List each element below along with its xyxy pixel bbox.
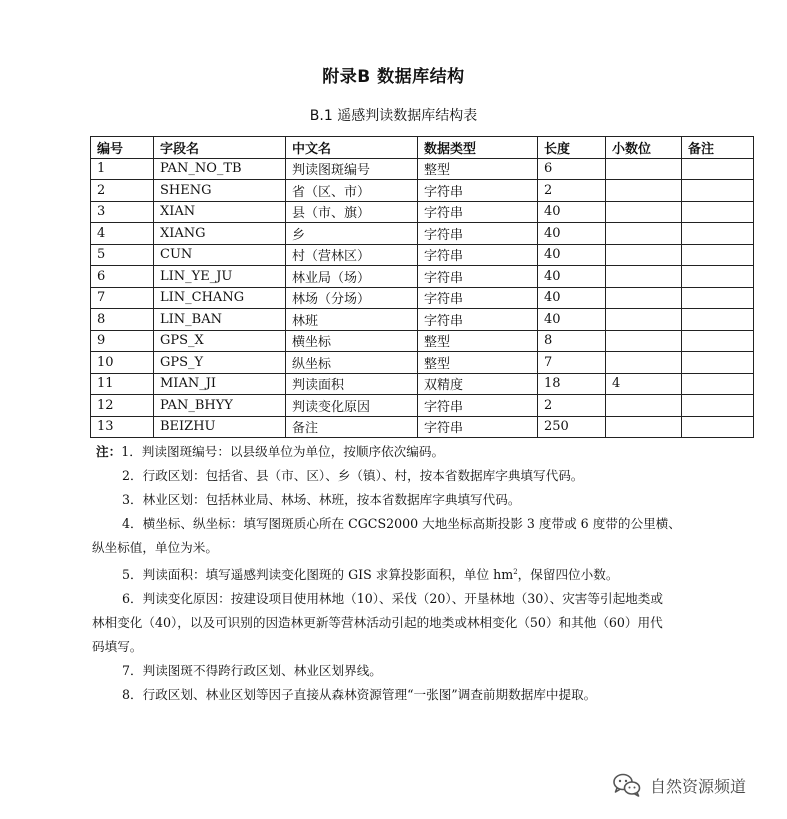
cell-id: 5 <box>91 244 154 266</box>
header-cell-id: 编号 <box>91 137 154 159</box>
cell-decimals <box>606 330 682 352</box>
table-row <box>91 395 754 417</box>
cell-chinese-name: 林场（分场） <box>286 287 418 309</box>
cell-id: 2 <box>91 180 154 202</box>
cell-remarks <box>682 180 754 202</box>
cell-remarks <box>682 158 754 180</box>
cell-field-name: XIAN <box>154 201 286 223</box>
cell-remarks <box>682 223 754 245</box>
cell-field-name: LIN_YE_JU <box>154 266 286 288</box>
cell-data-type: 字符串 <box>418 395 538 417</box>
cell-field-name: LIN_CHANG <box>154 287 286 309</box>
notes-section <box>92 440 736 707</box>
cell-data-type: 整型 <box>418 158 538 180</box>
table-row <box>91 330 754 352</box>
table-row <box>91 309 754 331</box>
cell-chinese-name: 村（营林区） <box>286 244 418 266</box>
table-body <box>91 158 754 438</box>
cell-data-type: 字符串 <box>418 201 538 223</box>
cell-decimals <box>606 395 682 417</box>
cell-data-type: 字符串 <box>418 244 538 266</box>
table-row <box>91 223 754 245</box>
cell-data-type: 双精度 <box>418 373 538 395</box>
note-item-3: 3．林业区划：包括林业局、林场、林班，按本省数据库字典填写代码。 <box>122 492 521 507</box>
cell-decimals <box>606 244 682 266</box>
cell-length: 40 <box>538 244 606 266</box>
note-item-6: 6．判读变化原因：按建设项目使用林地（10）、采伐（20）、开垦林地（30）、灾害等引起地类或 <box>122 591 663 607</box>
note-item-1 <box>96 440 736 464</box>
cell-length: 40 <box>538 201 606 223</box>
cell-decimals <box>606 201 682 223</box>
cell-decimals <box>606 309 682 331</box>
cell-length: 250 <box>538 416 606 438</box>
cell-id: 12 <box>91 395 154 417</box>
cell-length: 18 <box>538 373 606 395</box>
note-item-5 <box>96 560 736 587</box>
wechat-icon <box>612 772 642 798</box>
cell-chinese-name: 判读图斑编号 <box>286 158 418 180</box>
table-row <box>91 373 754 395</box>
cell-id: 4 <box>91 223 154 245</box>
table-row <box>91 287 754 309</box>
cell-field-name: PAN_NO_TB <box>154 158 286 180</box>
note-item-4-continued: 纵坐标值，单位为米。 <box>92 540 218 555</box>
cell-chinese-name: 备注 <box>286 416 418 438</box>
cell-data-type: 字符串 <box>418 416 538 438</box>
cell-decimals: 4 <box>606 373 682 395</box>
note-item-7: 7．判读图斑不得跨行政区划、林业区划界线。 <box>122 663 382 679</box>
cell-chinese-name: 县（市、旗） <box>286 201 418 223</box>
cell-id: 7 <box>91 287 154 309</box>
cell-data-type: 整型 <box>418 352 538 374</box>
note-item-4: 4．横坐标、纵坐标：填写图斑质心所在 CGCS2000 大地坐标高斯投影 3 度带或 6 度带的公里横、 <box>122 516 681 531</box>
cell-id: 1 <box>91 158 154 180</box>
cell-field-name: GPS_X <box>154 330 286 352</box>
cell-id: 11 <box>91 373 154 395</box>
cell-data-type: 字符串 <box>418 223 538 245</box>
cell-field-name: GPS_Y <box>154 352 286 374</box>
page-title: 附录B 数据库结构 <box>322 67 465 87</box>
cell-field-name: SHENG <box>154 180 286 202</box>
cell-id: 3 <box>91 201 154 223</box>
table-row <box>91 244 754 266</box>
cell-length: 8 <box>538 330 606 352</box>
cell-decimals <box>606 180 682 202</box>
cell-remarks <box>682 201 754 223</box>
cell-length: 40 <box>538 266 606 288</box>
cell-remarks <box>682 244 754 266</box>
superscript: 2 <box>513 568 518 576</box>
cell-data-type: 字符串 <box>418 287 538 309</box>
cell-chinese-name: 省（区、市） <box>286 180 418 202</box>
cell-length: 2 <box>538 395 606 417</box>
cell-remarks <box>682 352 754 374</box>
cell-length: 40 <box>538 223 606 245</box>
cell-remarks <box>682 373 754 395</box>
cell-field-name: PAN_BHYY <box>154 395 286 417</box>
cell-length: 7 <box>538 352 606 374</box>
cell-data-type: 字符串 <box>418 180 538 202</box>
table-row <box>91 266 754 288</box>
note-item-8: 8．行政区划、林业区划等因子直接从森林资源管理“一张图”调查前期数据库中提取。 <box>122 687 597 703</box>
header-cell-field-name: 字段名 <box>154 137 286 159</box>
cell-length: 40 <box>538 287 606 309</box>
cell-field-name: CUN <box>154 244 286 266</box>
cell-chinese-name: 乡 <box>286 223 418 245</box>
note-text: 5．判读面积：填写遥感判读变化图斑的 GIS 求算投影面积，单位 hm <box>122 567 514 583</box>
cell-id: 6 <box>91 266 154 288</box>
note-text: 1．判读图斑编号：以县级单位为单位，按顺序依次编码。 <box>121 444 445 459</box>
table-row <box>91 352 754 374</box>
cell-decimals <box>606 352 682 374</box>
header-cell-data-type: 数据类型 <box>418 137 538 159</box>
notes-label: 注： <box>96 444 122 459</box>
cell-remarks <box>682 266 754 288</box>
cell-remarks <box>682 287 754 309</box>
cell-field-name: BEIZHU <box>154 416 286 438</box>
cell-length: 2 <box>538 180 606 202</box>
cell-remarks <box>682 330 754 352</box>
cell-chinese-name: 林业局（场） <box>286 266 418 288</box>
cell-remarks <box>682 395 754 417</box>
table-row <box>91 180 754 202</box>
cell-length: 40 <box>538 309 606 331</box>
note-item-6-end: 码填写。 <box>92 639 143 655</box>
table-header-row <box>91 137 754 159</box>
watermark-text: 自然资源频道 <box>650 776 747 796</box>
database-structure-table <box>90 136 754 438</box>
cell-chinese-name: 横坐标 <box>286 330 418 352</box>
cell-chinese-name: 判读面积 <box>286 373 418 395</box>
cell-decimals <box>606 223 682 245</box>
cell-chinese-name: 纵坐标 <box>286 352 418 374</box>
note-text: ，保留四位小数。 <box>517 567 619 583</box>
cell-id: 8 <box>91 309 154 331</box>
table-row <box>91 201 754 223</box>
cell-remarks <box>682 416 754 438</box>
cell-data-type: 整型 <box>418 330 538 352</box>
note-item-2: 2．行政区划：包括省、县（市、区）、乡（镇）、村，按本省数据库字典填写代码。 <box>122 468 584 483</box>
cell-decimals <box>606 158 682 180</box>
header-cell-chinese-name: 中文名 <box>286 137 418 159</box>
cell-chinese-name: 林班 <box>286 309 418 331</box>
cell-id: 13 <box>91 416 154 438</box>
cell-decimals <box>606 266 682 288</box>
cell-decimals <box>606 416 682 438</box>
cell-length: 6 <box>538 158 606 180</box>
cell-id: 10 <box>91 352 154 374</box>
table-row <box>91 158 754 180</box>
cell-field-name: LIN_BAN <box>154 309 286 331</box>
table-caption: B.1 遥感判读数据库结构表 <box>309 108 478 124</box>
cell-field-name: MIAN_JI <box>154 373 286 395</box>
cell-chinese-name: 判读变化原因 <box>286 395 418 417</box>
cell-field-name: XIANG <box>154 223 286 245</box>
table-row <box>91 416 754 438</box>
note-item-6-continued: 林相变化（40），以及可识别的因造林更新等营林活动引起的地类或林相变化（50）和其他（60）用代 <box>92 615 663 631</box>
header-cell-length: 长度 <box>538 137 606 159</box>
cell-data-type: 字符串 <box>418 309 538 331</box>
cell-remarks <box>682 309 754 331</box>
header-cell-decimals: 小数位 <box>606 137 682 159</box>
watermark <box>612 770 746 800</box>
header-cell-remarks: 备注 <box>682 137 754 159</box>
cell-decimals <box>606 287 682 309</box>
cell-data-type: 字符串 <box>418 266 538 288</box>
cell-id: 9 <box>91 330 154 352</box>
